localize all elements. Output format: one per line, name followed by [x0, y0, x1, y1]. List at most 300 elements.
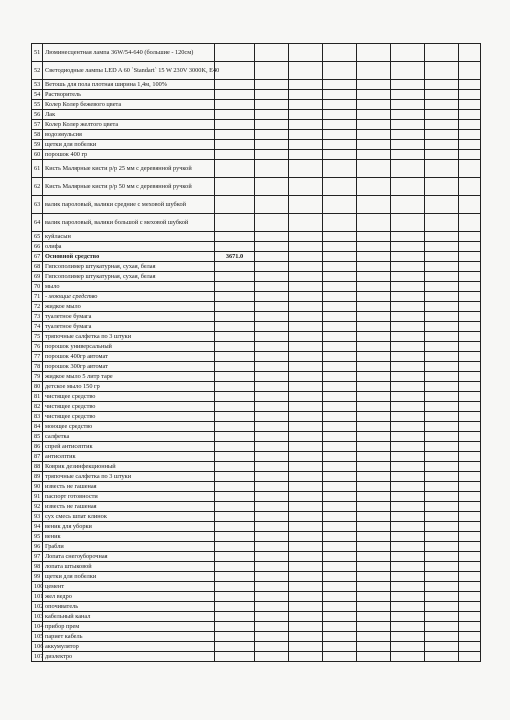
- empty-cell: [425, 302, 459, 312]
- empty-cell: [255, 178, 289, 196]
- empty-cell: [459, 272, 481, 282]
- empty-cell: [289, 62, 323, 80]
- empty-cell: [323, 252, 357, 262]
- empty-cell: [391, 482, 425, 492]
- empty-cell: [255, 522, 289, 532]
- empty-cell: [425, 412, 459, 422]
- empty-cell: [425, 312, 459, 322]
- empty-cell: [289, 652, 323, 662]
- item-name: паспорт готовности: [43, 492, 215, 502]
- table-row: [32, 542, 481, 552]
- empty-cell: [459, 422, 481, 432]
- row-number: 98: [32, 562, 43, 572]
- empty-cell: [425, 482, 459, 492]
- item-quantity: [215, 592, 255, 602]
- table-row: [32, 100, 481, 110]
- empty-cell: [289, 352, 323, 362]
- empty-cell: [459, 632, 481, 642]
- item-name: водоэмульсия: [43, 130, 215, 140]
- item-name: тряпочные салфетка по 3 штуки: [43, 472, 215, 482]
- empty-cell: [459, 652, 481, 662]
- empty-cell: [425, 110, 459, 120]
- empty-cell: [255, 150, 289, 160]
- empty-cell: [323, 352, 357, 362]
- empty-cell: [255, 302, 289, 312]
- empty-cell: [459, 242, 481, 252]
- item-quantity: [215, 362, 255, 372]
- empty-cell: [255, 592, 289, 602]
- table-row: [32, 110, 481, 120]
- empty-cell: [255, 130, 289, 140]
- empty-cell: [459, 612, 481, 622]
- empty-cell: [255, 282, 289, 292]
- empty-cell: [425, 160, 459, 178]
- item-name: Кисть Малярные кисти р/р 50 мм с деревянной ручкой: [43, 178, 215, 196]
- empty-cell: [255, 382, 289, 392]
- empty-cell: [255, 492, 289, 502]
- item-quantity: [215, 492, 255, 502]
- item-name: порошок 400гр автомат: [43, 352, 215, 362]
- row-number: 80: [32, 382, 43, 392]
- empty-cell: [323, 242, 357, 252]
- empty-cell: [289, 622, 323, 632]
- empty-cell: [357, 632, 391, 642]
- table-row: [32, 242, 481, 252]
- row-number: 67: [32, 252, 43, 262]
- empty-cell: [323, 422, 357, 432]
- empty-cell: [459, 62, 481, 80]
- empty-cell: [391, 140, 425, 150]
- item-quantity: [215, 502, 255, 512]
- empty-cell: [391, 602, 425, 612]
- empty-cell: [357, 582, 391, 592]
- item-name: спрей антисептик: [43, 442, 215, 452]
- table-row: [32, 272, 481, 282]
- item-quantity: [215, 110, 255, 120]
- empty-cell: [255, 532, 289, 542]
- row-number: 75: [32, 332, 43, 342]
- empty-cell: [323, 612, 357, 622]
- empty-cell: [323, 452, 357, 462]
- item-name: Колер Колер бежевого цвета: [43, 100, 215, 110]
- empty-cell: [459, 262, 481, 272]
- empty-cell: [323, 592, 357, 602]
- table-row: [32, 592, 481, 602]
- item-quantity: [215, 612, 255, 622]
- item-quantity: [215, 80, 255, 90]
- item-name: сух смесь шпат клинок: [43, 512, 215, 522]
- item-name: Лак: [43, 110, 215, 120]
- empty-cell: [289, 130, 323, 140]
- empty-cell: [459, 282, 481, 292]
- empty-cell: [289, 312, 323, 322]
- empty-cell: [391, 252, 425, 262]
- table-row: [32, 62, 481, 80]
- empty-cell: [289, 332, 323, 342]
- empty-cell: [391, 372, 425, 382]
- empty-cell: [391, 90, 425, 100]
- empty-cell: [425, 322, 459, 332]
- empty-cell: [323, 382, 357, 392]
- empty-cell: [459, 150, 481, 160]
- empty-cell: [459, 542, 481, 552]
- item-name: Колер Колер желтого цвета: [43, 120, 215, 130]
- item-name: париет кабель: [43, 632, 215, 642]
- item-quantity: [215, 512, 255, 522]
- row-number: 52: [32, 62, 43, 80]
- empty-cell: [255, 62, 289, 80]
- empty-cell: [323, 462, 357, 472]
- empty-cell: [459, 140, 481, 150]
- empty-cell: [255, 140, 289, 150]
- empty-cell: [255, 362, 289, 372]
- empty-cell: [391, 402, 425, 412]
- empty-cell: [357, 272, 391, 282]
- empty-cell: [391, 442, 425, 452]
- item-name: Грабли: [43, 542, 215, 552]
- empty-cell: [357, 652, 391, 662]
- empty-cell: [459, 292, 481, 302]
- empty-cell: [289, 522, 323, 532]
- empty-cell: [357, 472, 391, 482]
- empty-cell: [459, 322, 481, 332]
- empty-cell: [289, 160, 323, 178]
- row-number: 97: [32, 552, 43, 562]
- empty-cell: [357, 120, 391, 130]
- empty-cell: [425, 502, 459, 512]
- item-quantity: [215, 602, 255, 612]
- item-name: прибор прем: [43, 622, 215, 632]
- item-name: олифа: [43, 242, 215, 252]
- table-row: [32, 252, 481, 262]
- empty-cell: [425, 130, 459, 140]
- empty-cell: [323, 100, 357, 110]
- row-number: 64: [32, 214, 43, 232]
- row-number: 51: [32, 44, 43, 62]
- empty-cell: [391, 412, 425, 422]
- empty-cell: [289, 582, 323, 592]
- table-row: [32, 462, 481, 472]
- item-quantity: [215, 422, 255, 432]
- table-row: [32, 312, 481, 322]
- empty-cell: [391, 352, 425, 362]
- empty-cell: [289, 462, 323, 472]
- item-quantity: [215, 412, 255, 422]
- empty-cell: [425, 332, 459, 342]
- empty-cell: [323, 492, 357, 502]
- item-quantity: [215, 322, 255, 332]
- empty-cell: [255, 352, 289, 362]
- empty-cell: [323, 90, 357, 100]
- empty-cell: [255, 482, 289, 492]
- item-name: Растворитель: [43, 90, 215, 100]
- row-number: 96: [32, 542, 43, 552]
- table-row: [32, 262, 481, 272]
- empty-cell: [255, 552, 289, 562]
- row-number: 93: [32, 512, 43, 522]
- item-name: Ветошь для пола плотная ширина 1,4м, 100%: [43, 80, 215, 90]
- empty-cell: [289, 532, 323, 542]
- row-number: 56: [32, 110, 43, 120]
- empty-cell: [289, 382, 323, 392]
- empty-cell: [357, 302, 391, 312]
- empty-cell: [323, 372, 357, 382]
- empty-cell: [391, 342, 425, 352]
- table-row: [32, 302, 481, 312]
- item-quantity: [215, 342, 255, 352]
- table-row: [32, 372, 481, 382]
- empty-cell: [459, 412, 481, 422]
- item-name: Лопата снегоуборочная: [43, 552, 215, 562]
- empty-cell: [323, 196, 357, 214]
- table-row: [32, 382, 481, 392]
- empty-cell: [459, 252, 481, 262]
- empty-cell: [323, 542, 357, 552]
- empty-cell: [425, 150, 459, 160]
- row-number: 105: [32, 632, 43, 642]
- empty-cell: [391, 572, 425, 582]
- empty-cell: [289, 602, 323, 612]
- item-quantity: [215, 100, 255, 110]
- empty-cell: [289, 282, 323, 292]
- row-number: 99: [32, 572, 43, 582]
- item-name: лопата штыковой: [43, 562, 215, 572]
- empty-cell: [357, 80, 391, 90]
- empty-cell: [323, 160, 357, 178]
- empty-cell: [391, 272, 425, 282]
- empty-cell: [289, 472, 323, 482]
- item-quantity: [215, 178, 255, 196]
- item-quantity: [215, 130, 255, 140]
- empty-cell: [459, 120, 481, 130]
- empty-cell: [255, 372, 289, 382]
- empty-cell: [255, 642, 289, 652]
- empty-cell: [255, 462, 289, 472]
- item-quantity: [215, 214, 255, 232]
- empty-cell: [357, 612, 391, 622]
- empty-cell: [391, 632, 425, 642]
- item-name: порошок 400 гр: [43, 150, 215, 160]
- item-quantity: [215, 372, 255, 382]
- empty-cell: [425, 100, 459, 110]
- empty-cell: [391, 472, 425, 482]
- empty-cell: [289, 482, 323, 492]
- empty-cell: [289, 322, 323, 332]
- empty-cell: [289, 362, 323, 372]
- row-number: 101: [32, 592, 43, 602]
- empty-cell: [357, 372, 391, 382]
- empty-cell: [289, 612, 323, 622]
- empty-cell: [425, 262, 459, 272]
- item-name: - моющие средство: [43, 292, 215, 302]
- row-number: 63: [32, 196, 43, 214]
- empty-cell: [459, 110, 481, 120]
- empty-cell: [425, 602, 459, 612]
- empty-cell: [357, 622, 391, 632]
- empty-cell: [323, 292, 357, 302]
- empty-cell: [255, 602, 289, 612]
- empty-cell: [323, 272, 357, 282]
- item-name: Коврик дезинфекционный: [43, 462, 215, 472]
- row-number: 55: [32, 100, 43, 110]
- empty-cell: [289, 372, 323, 382]
- empty-cell: [391, 332, 425, 342]
- empty-cell: [357, 352, 391, 362]
- empty-cell: [289, 492, 323, 502]
- empty-cell: [357, 262, 391, 272]
- table-row: [32, 232, 481, 242]
- empty-cell: [323, 110, 357, 120]
- empty-cell: [391, 452, 425, 462]
- table-row: [32, 44, 481, 62]
- empty-cell: [255, 632, 289, 642]
- row-number: 73: [32, 312, 43, 322]
- empty-cell: [255, 160, 289, 178]
- empty-cell: [255, 312, 289, 322]
- empty-cell: [289, 196, 323, 214]
- empty-cell: [391, 62, 425, 80]
- empty-cell: [323, 582, 357, 592]
- empty-cell: [391, 592, 425, 602]
- empty-cell: [323, 482, 357, 492]
- item-name: туалетное бумага: [43, 322, 215, 332]
- empty-cell: [323, 402, 357, 412]
- item-name: тряпочные салфетка по 3 штуки: [43, 332, 215, 342]
- empty-cell: [323, 178, 357, 196]
- table-row: [32, 422, 481, 432]
- item-quantity: 3671.0: [215, 252, 255, 262]
- empty-cell: [357, 196, 391, 214]
- empty-cell: [391, 196, 425, 214]
- item-name: Светодиодные лампы LED A 60 `Standart` 15 W 230V 3000K, E40: [43, 62, 215, 80]
- empty-cell: [425, 432, 459, 442]
- empty-cell: [289, 232, 323, 242]
- empty-cell: [391, 120, 425, 130]
- empty-cell: [459, 522, 481, 532]
- row-number: 89: [32, 472, 43, 482]
- empty-cell: [255, 90, 289, 100]
- empty-cell: [255, 512, 289, 522]
- empty-cell: [425, 542, 459, 552]
- row-number: 61: [32, 160, 43, 178]
- table-row: [32, 90, 481, 100]
- empty-cell: [391, 302, 425, 312]
- empty-cell: [459, 562, 481, 572]
- table-row: [32, 632, 481, 642]
- empty-cell: [323, 44, 357, 62]
- empty-cell: [357, 592, 391, 602]
- empty-cell: [425, 582, 459, 592]
- empty-cell: [289, 302, 323, 312]
- row-number: 62: [32, 178, 43, 196]
- empty-cell: [459, 622, 481, 632]
- empty-cell: [255, 242, 289, 252]
- empty-cell: [289, 432, 323, 442]
- item-name: валик пароловый, валики средние с меховой шубкой: [43, 196, 215, 214]
- item-quantity: [215, 382, 255, 392]
- item-name: кабельный канал: [43, 612, 215, 622]
- empty-cell: [391, 322, 425, 332]
- empty-cell: [255, 422, 289, 432]
- empty-cell: [459, 442, 481, 452]
- empty-cell: [255, 542, 289, 552]
- empty-cell: [255, 252, 289, 262]
- item-name: щетки для побелки: [43, 140, 215, 150]
- empty-cell: [255, 100, 289, 110]
- empty-cell: [459, 482, 481, 492]
- empty-cell: [459, 432, 481, 442]
- empty-cell: [459, 312, 481, 322]
- empty-cell: [391, 44, 425, 62]
- empty-cell: [459, 178, 481, 196]
- table-row: [32, 572, 481, 582]
- empty-cell: [357, 292, 391, 302]
- empty-cell: [459, 592, 481, 602]
- empty-cell: [459, 372, 481, 382]
- empty-cell: [255, 342, 289, 352]
- empty-cell: [459, 90, 481, 100]
- item-name: известь не гашеная: [43, 482, 215, 492]
- item-quantity: [215, 332, 255, 342]
- table-row: [32, 412, 481, 422]
- item-name: антисептик: [43, 452, 215, 462]
- empty-cell: [391, 382, 425, 392]
- item-name: цемент: [43, 582, 215, 592]
- empty-cell: [357, 130, 391, 140]
- empty-cell: [289, 442, 323, 452]
- item-name: моющее средство: [43, 422, 215, 432]
- empty-cell: [357, 282, 391, 292]
- empty-cell: [459, 602, 481, 612]
- empty-cell: [357, 462, 391, 472]
- empty-cell: [425, 292, 459, 302]
- empty-cell: [425, 282, 459, 292]
- empty-cell: [289, 542, 323, 552]
- empty-cell: [255, 196, 289, 214]
- empty-cell: [289, 502, 323, 512]
- empty-cell: [425, 252, 459, 262]
- item-quantity: [215, 292, 255, 302]
- empty-cell: [323, 322, 357, 332]
- empty-cell: [289, 412, 323, 422]
- item-name: щетки для побелки: [43, 572, 215, 582]
- empty-cell: [357, 642, 391, 652]
- empty-cell: [289, 632, 323, 642]
- item-name: веник: [43, 532, 215, 542]
- row-number: 83: [32, 412, 43, 422]
- empty-cell: [357, 452, 391, 462]
- empty-cell: [391, 110, 425, 120]
- table-row: [32, 140, 481, 150]
- item-quantity: [215, 272, 255, 282]
- item-name: порошок 300гр автомат: [43, 362, 215, 372]
- row-number: 58: [32, 130, 43, 140]
- row-number: 54: [32, 90, 43, 100]
- empty-cell: [357, 322, 391, 332]
- empty-cell: [391, 80, 425, 90]
- row-number: 70: [32, 282, 43, 292]
- item-quantity: [215, 232, 255, 242]
- empty-cell: [425, 572, 459, 582]
- empty-cell: [255, 120, 289, 130]
- empty-cell: [289, 402, 323, 412]
- item-name: Основной средство: [43, 252, 215, 262]
- item-name: жидкое мыло 5 литр таре: [43, 372, 215, 382]
- empty-cell: [357, 532, 391, 542]
- empty-cell: [425, 652, 459, 662]
- item-name: жидкое мыло: [43, 302, 215, 312]
- table-row: [32, 150, 481, 160]
